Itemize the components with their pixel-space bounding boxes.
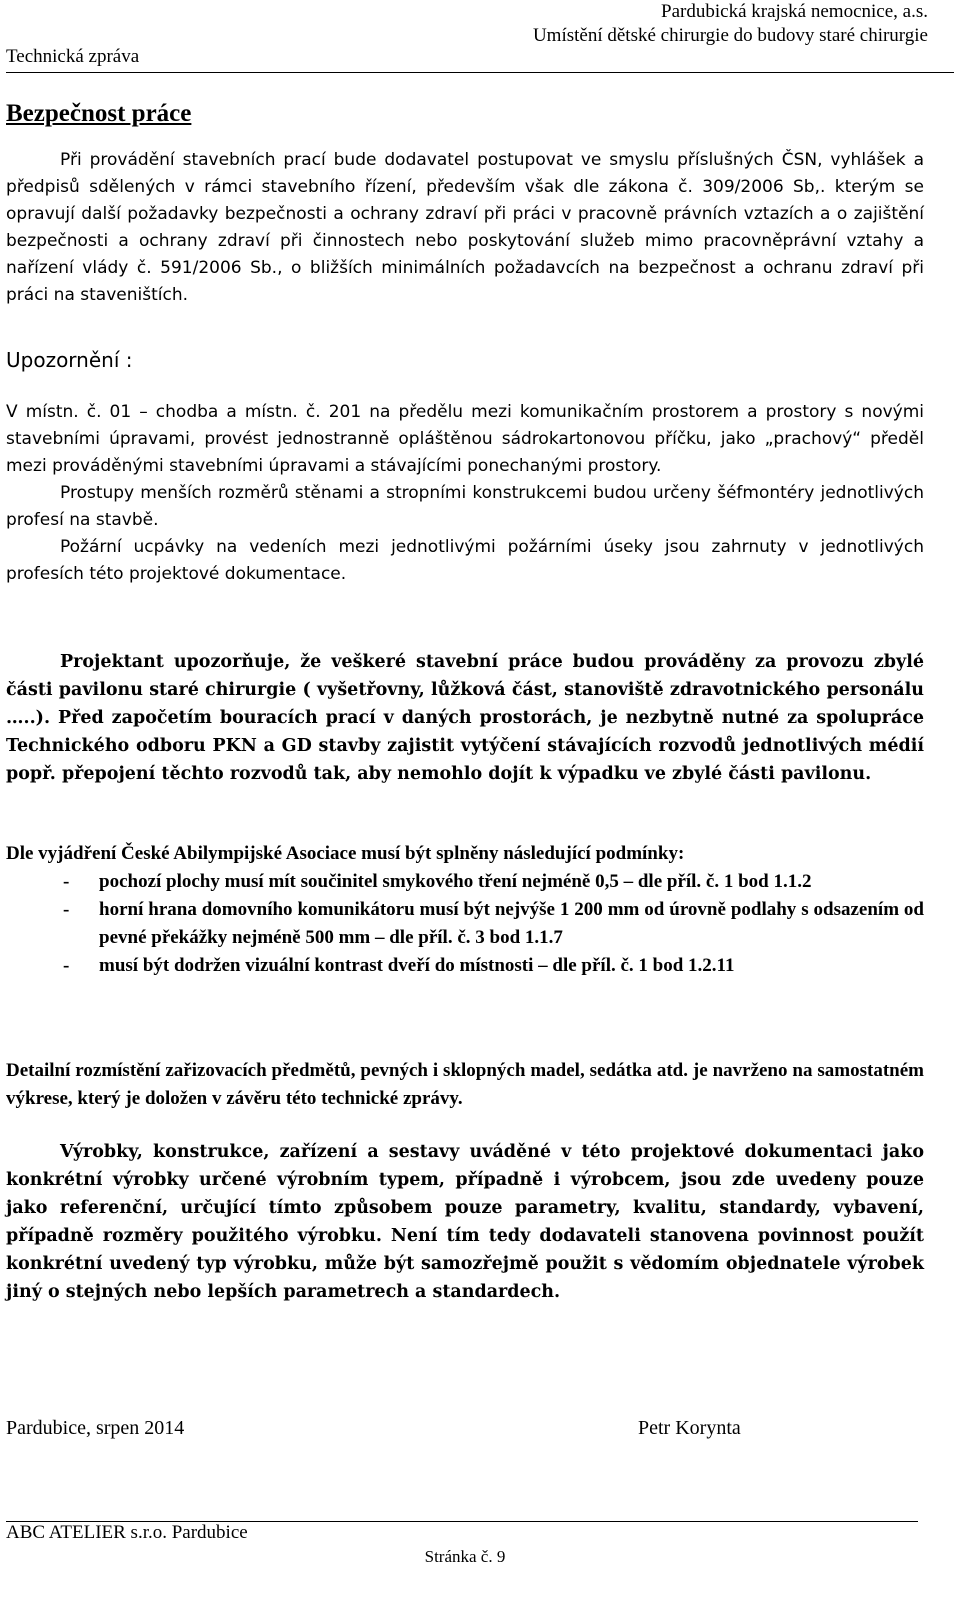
warning-heading: Upozornění : [6,348,133,372]
header-doc-type: Technická zpráva [6,46,140,67]
header-right [533,0,928,48]
warning-paragraph-1: V místn. č. 01 – chodba a místn. č. 201 na předělu mezi komunikačním prostorem a prostory s novými stavebními úpravami, provést jednostranně opláštěnou sádrokartonovou příčku, jako „prachový“ předěl mezi prováděnými stavebními úpravami a stávajícími ponechanými prostory. [6,402,924,476]
conditions-intro: Dle vyjádření České Abilympijské Asociace musí být splněny následující podmínky: [6,843,685,864]
warning-paragraph-3: Požární ucpávky na vedeních mezi jednotlivými požárními úseky jsou zahrnuty v jednotlivých profesích této projektové dokumentace. [6,537,924,584]
warning-section [6,399,924,588]
place-date: Pardubice, srpen 2014 [6,1417,185,1439]
header-divider [6,72,954,73]
conditions-list [6,868,924,980]
author-name: Petr Korynta [638,1417,741,1439]
list-item: - horní hrana domovního komunikátoru musí být nejvýše 1 200 mm od úrovně podlahy s odsazením od pevné překážky nejméně 500 mm – dle příl. č. 3 bod 1.1.7 [63,899,924,948]
warning-paragraph-2: Prostupy menších rozměrů stěnami a stropními konstrukcemi budou určeny šéfmontéry jednotlivých profesí na stavbě. [6,483,924,530]
footer-company: ABC ATELIER s.r.o. Pardubice [6,1522,248,1543]
list-item: - musí být dodržen vizuální kontrast dveří do místnosti – dle příl. č. 1 bod 1.2.11 [63,955,735,976]
safety-heading: Bezpečnost práce [6,100,192,127]
conditions-section [6,840,924,980]
detail-paragraph: Detailní rozmístění zařizovacích předmětů, pevných i sklopných madel, sedátka atd. je navrženo na samostatném výkrese, který je doložen v závěru této technické zprávy. [6,1060,924,1109]
safety-paragraph: Při provádění stavebních prací bude dodavatel postupovat ve smyslu příslušných ČSN, vyhlášek a předpisů sdělených v rámci stavebního řízení, především však dle zákona č. 309/2006 Sb,. kterým se opravují další požadavky bezpečnosti a ochrany zdraví při práci v pracovně právních vztazích a o zajištění bezpečnosti a ochrany zdraví při činnostech nebo poskytování služeb mimo pracovněprávní vztahy a nařízení vlády č. 591/2006 Sb., o bližších minimálních požadavcích na bezpečnost a ochranu zdraví při práci na staveništích. [6,150,924,305]
header-project: Umístění dětské chirurgie do budovy staré chirurgie [532,25,928,46]
header-org: Pardubická krajská nemocnice, a.s. [661,1,928,22]
designer-notice: Projektant upozorňuje, že veškeré stavební práce budou prováděny za provozu zbylé části pavilonu staré chirurgie ( vyšetřovny, lůžková část, stanoviště zdravotnického personálu …..). Před započetím bouracích prací v daných prostorách, je nezbytně nutné za spolupráce Technického odboru PKN a GD stavby zajistit vytýčení stávajících rozvodů jednotlivých médií popř. přepojení těchto rozvodů tak, aby nemohlo dojít k výpadku ve zbylé části pavilonu. [6,652,924,784]
products-paragraph: Výrobky, konstrukce, zařízení a sestavy uváděné v této projektové dokumentaci jako konkrétní výrobky určené výrobním typem, případně i výrobcem, jsou zde uvedeny pouze jako referenční, určující tímto způsobem pouze parametry, kvalitu, standardy, vybavení, případně rozměry použitého výrobku. Není tím tedy dodavateli stanovena povinnost použít konkrétní uvedený typ výrobku, může být samozřejmě použit s vědomím objednatele výrobek jiný o stejných nebo lepších parametrech a standardech. [6,1142,924,1302]
list-item: - pochozí plochy musí mít součinitel smykového tření nejméně 0,5 – dle příl. č. 1 bod 1.1.2 [63,871,812,892]
page-number: Stránka č. 9 [424,1547,506,1566]
